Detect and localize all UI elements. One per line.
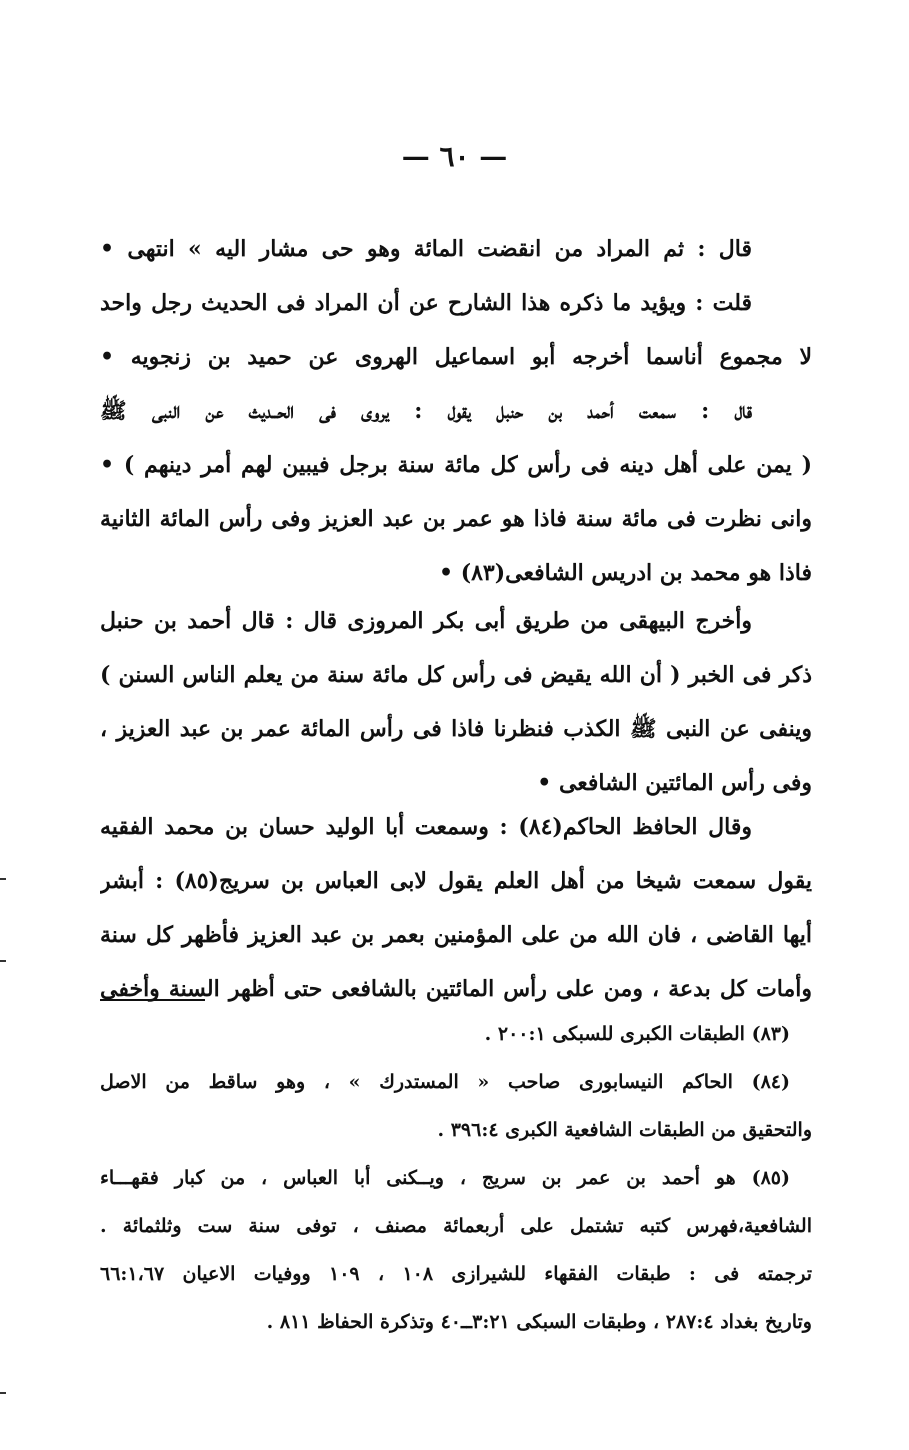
footnote-line: والتحقيق من الطبقات الشافعية الكبرى ٣٩٦:٤ . [437,1119,812,1141]
footnote-line: (٨٣) الطبقات الكبرى للسبكى ٢٠٠:١ . [484,1023,790,1045]
text-line: فاذا هو محمد بن ادريس الشافعى(٨٣) • [438,560,812,586]
text-line: يقول سمعت شيخا من أهل العلم يقول لابى العباس بن سريج(٨٥) : أبشر [100,868,812,894]
footnote-line: ترجمته فى : طبقات الفقهاء للشيرازى ١٠٨ ، ١٠٩ ووفيات الاعيان ٦٦:١،٦٧ [100,1263,812,1285]
page-number: — ٦٠ — [401,140,508,173]
footnote-divider [100,999,205,1001]
text-line: قال : ثم المراد من انقضت المائة وهو حى مشار اليه » انتهى • [100,236,752,262]
text-line: وانى نظرت فى مائة سنة فاذا هو عمر بن عبد العزيز وفى رأس المائة الثانية [100,506,812,532]
margin-mark [0,1392,6,1394]
paragraph-3 [100,800,812,1016]
footnote-line: وتاريخ بغداد ٢٨٧:٤ ، وطبقات السبكى ٣:٢١ــ٤٠ وتذكرة الحفاظ ٨١١ . [266,1311,812,1333]
text-line: ( يمن على أهل دينه فى رأس كل مائة سنة برجل فيبين لهم أمر دينهم ) • [100,452,812,478]
text-line: وينفى عن النبى ﷺ الكذب فنظرنا فاذا فى رأس المائة عمر بن عبد العزيز ، [100,716,812,742]
text-line: قلت : ويؤيد ما ذكره هذا الشارح عن أن المراد فى الحديث رجل واحد [100,290,752,316]
footnotes [100,1010,812,1346]
paragraph-2 [100,594,812,810]
text-line: لا مجموع أناسما أخرجه أبو اسماعيل الهروى عن حميد بن زنجويه • [100,344,812,370]
text-line: وقال الحافظ الحاكم(٨٤) : وسمعت أبا الوليد حسان بن محمد الفقيه [100,814,752,840]
text-line: أيها القاضى ، فان الله من على المؤمنين بعمر بن عبد العزيز فأظهر كل سنة [100,922,812,948]
footnote-line: الشافعية،فهرس كتبه تشتمل على أربعمائة مصنف ، توفى سنة ست وثلثمائة . [100,1215,812,1237]
paragraph-1 [100,222,812,600]
footnote-line: (٨٥) هو أحمد بن عمر بن سريج ، ويــكنى أبا العباس ، من كبار فقهـــاء [100,1167,790,1189]
footnote-line: (٨٤) الحاكم النيسابورى صاحب « المستدرك » ، وهو ساقط من الاصل [100,1071,790,1093]
text-line: ذكر فى الخبر ( أن الله يقيض فى رأس كل مائة سنة من يعلم الناس السنن ) [100,662,812,688]
text-line: قال : سمعت أحمد بن حنبل يقول : يروى فى الحــديث عن النبى ﷺ [100,398,752,424]
text-line: وأخرج البيهقى من طريق أبى بكر المروزى قال : قال أحمد بن حنبل [100,608,752,634]
text-line: وأمات كل بدعة ، ومن على رأس المائتين بالشافعى حتى أظهر السنة وأخفى [100,976,812,1002]
margin-mark [0,960,6,962]
text-line: وفى رأس المائتين الشافعى • [537,770,812,796]
margin-mark [0,878,6,880]
